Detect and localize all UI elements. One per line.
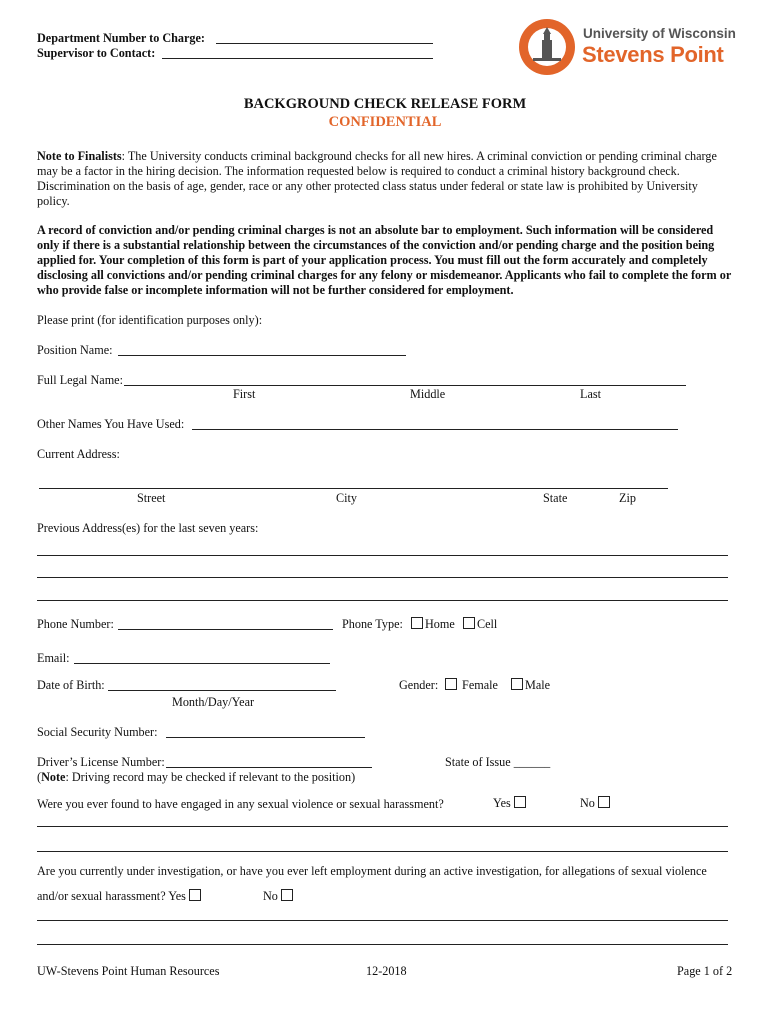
phone-number-label: Phone Number: (37, 617, 114, 631)
department-field[interactable] (216, 43, 433, 44)
name-first-caption: First (233, 387, 256, 401)
full-legal-name-field[interactable] (124, 385, 686, 386)
confidential-subtitle: CONFIDENTIAL (328, 114, 442, 130)
addr-street-caption: Street (137, 491, 166, 505)
q1-explanation-line-1[interactable] (37, 826, 728, 827)
question-1-text: Were you ever found to have engaged in any sexual violence or sexual harassment? (37, 797, 444, 811)
phone-type-label: Phone Type: (342, 617, 403, 631)
q1-yes-checkbox[interactable] (514, 796, 526, 808)
footer-date: 12-2018 (366, 964, 407, 978)
phone-home-checkbox[interactable] (411, 617, 423, 629)
q1-no-checkbox[interactable] (598, 796, 610, 808)
logo-stevens-point-text: Stevens Point (582, 42, 724, 67)
email-field[interactable] (74, 663, 330, 664)
phone-cell-label: Cell (477, 617, 498, 631)
gender-female-option[interactable] (445, 678, 498, 693)
phone-cell-option[interactable] (463, 617, 497, 632)
q2-no-option[interactable] (263, 889, 295, 904)
q1-explanation-line-2[interactable] (37, 851, 728, 852)
phone-home-option[interactable] (411, 617, 455, 632)
q2-yes-checkbox[interactable] (189, 889, 201, 901)
dob-label: Date of Birth: (37, 678, 105, 692)
other-names-label: Other Names You Have Used: (37, 417, 185, 431)
note-paragraph (37, 149, 731, 209)
phone-home-label: Home (425, 617, 455, 631)
conviction-paragraph: A record of conviction and/or pending criminal charges is not an absolute bar to employment. Such information will be considered only if there is a substantial relationship between the circumstances of the conviction and/or pending charge and the position being applied for. Your completion of this form is part of your application process. You must fill out the form accurately and completely disclosing all convictions and/or pending criminal charges for any felony or misdemeanor. Applicants who fail to complete the form or who provide false or incomplete information will not be further considered for employment. (37, 223, 732, 297)
dl-note (37, 770, 355, 785)
footer-department: UW-Stevens Point Human Resources (37, 964, 220, 978)
q1-yes-option[interactable] (493, 796, 528, 811)
previous-address-line-2[interactable] (37, 577, 728, 578)
ssn-field[interactable] (166, 737, 365, 738)
university-seal-icon (518, 18, 576, 76)
previous-address-line-3[interactable] (37, 600, 728, 601)
supervisor-label: Supervisor to Contact: (37, 46, 156, 60)
previous-addresses-label: Previous Address(es) for the last seven years: (37, 521, 259, 535)
state-of-issue-label[interactable]: State of Issue ______ (445, 755, 551, 769)
phone-number-field[interactable] (118, 629, 333, 630)
dl-note-open: ( (37, 770, 42, 784)
addr-city-caption: City (336, 491, 357, 505)
dob-format-caption: Month/Day/Year (172, 695, 255, 709)
department-label: Department Number to Charge: (37, 31, 205, 45)
addr-state-caption: State (543, 491, 568, 505)
q2-no-label: No (263, 889, 278, 903)
gender-male-option[interactable] (511, 678, 550, 693)
question-2-text-line-1: Are you currently under investigation, or have you ever left employment during an active investigation, for allegations of sexual violence (37, 864, 707, 878)
logo-university-text: University of Wisconsin (583, 26, 736, 41)
gender-female-checkbox[interactable] (445, 678, 457, 690)
ssn-label: Social Security Number: (37, 725, 158, 739)
other-names-field[interactable] (192, 429, 678, 430)
print-instruction: Please print (for identification purposes only): (37, 313, 263, 327)
full-legal-name-label: Full Legal Name: (37, 373, 123, 387)
q1-no-label: No (580, 796, 595, 810)
position-name-label: Position Name: (37, 343, 113, 357)
gender-male-label: Male (525, 678, 551, 692)
note-label: Note to Finalists (37, 149, 122, 163)
phone-cell-checkbox[interactable] (463, 617, 475, 629)
question-2-text-line-2: and/or sexual harassment? Yes (37, 889, 186, 903)
position-name-field[interactable] (118, 355, 406, 356)
drivers-license-label: Driver’s License Number: (37, 755, 165, 769)
q2-yes-option[interactable] (37, 889, 203, 904)
q2-explanation-line-2[interactable] (37, 944, 728, 945)
supervisor-field[interactable] (162, 58, 433, 59)
drivers-license-field[interactable] (166, 767, 372, 768)
dob-field[interactable] (108, 690, 336, 691)
dl-note-label: Note (41, 770, 66, 784)
q1-no-option[interactable] (580, 796, 612, 811)
gender-female-label: Female (462, 678, 498, 692)
q2-explanation-line-1[interactable] (37, 920, 728, 921)
email-label: Email: (37, 651, 70, 665)
q2-no-checkbox[interactable] (281, 889, 293, 901)
current-address-field[interactable] (39, 488, 668, 489)
name-last-caption: Last (580, 387, 601, 401)
current-address-label: Current Address: (37, 447, 120, 461)
previous-address-line-1[interactable] (37, 555, 728, 556)
q1-yes-label: Yes (493, 796, 511, 810)
name-middle-caption: Middle (410, 387, 446, 401)
addr-zip-caption: Zip (619, 491, 636, 505)
footer-page-number: Page 1 of 2 (677, 964, 733, 978)
gender-male-checkbox[interactable] (511, 678, 523, 690)
form-title: BACKGROUND CHECK RELEASE FORM (243, 96, 527, 112)
gender-label: Gender: (399, 678, 439, 692)
dl-note-text: : Driving record may be checked if relevant to the position) (65, 770, 356, 784)
note-text: : The University conducts criminal background checks for all new hires. A criminal conviction or pending criminal charge may be a factor in the hiring decision. The information requested below is required to conduct a criminal history background check. Discrimination on the basis of age, gender, race or any other protected class status under federal or state law is prohibited by University policy. (37, 149, 717, 208)
